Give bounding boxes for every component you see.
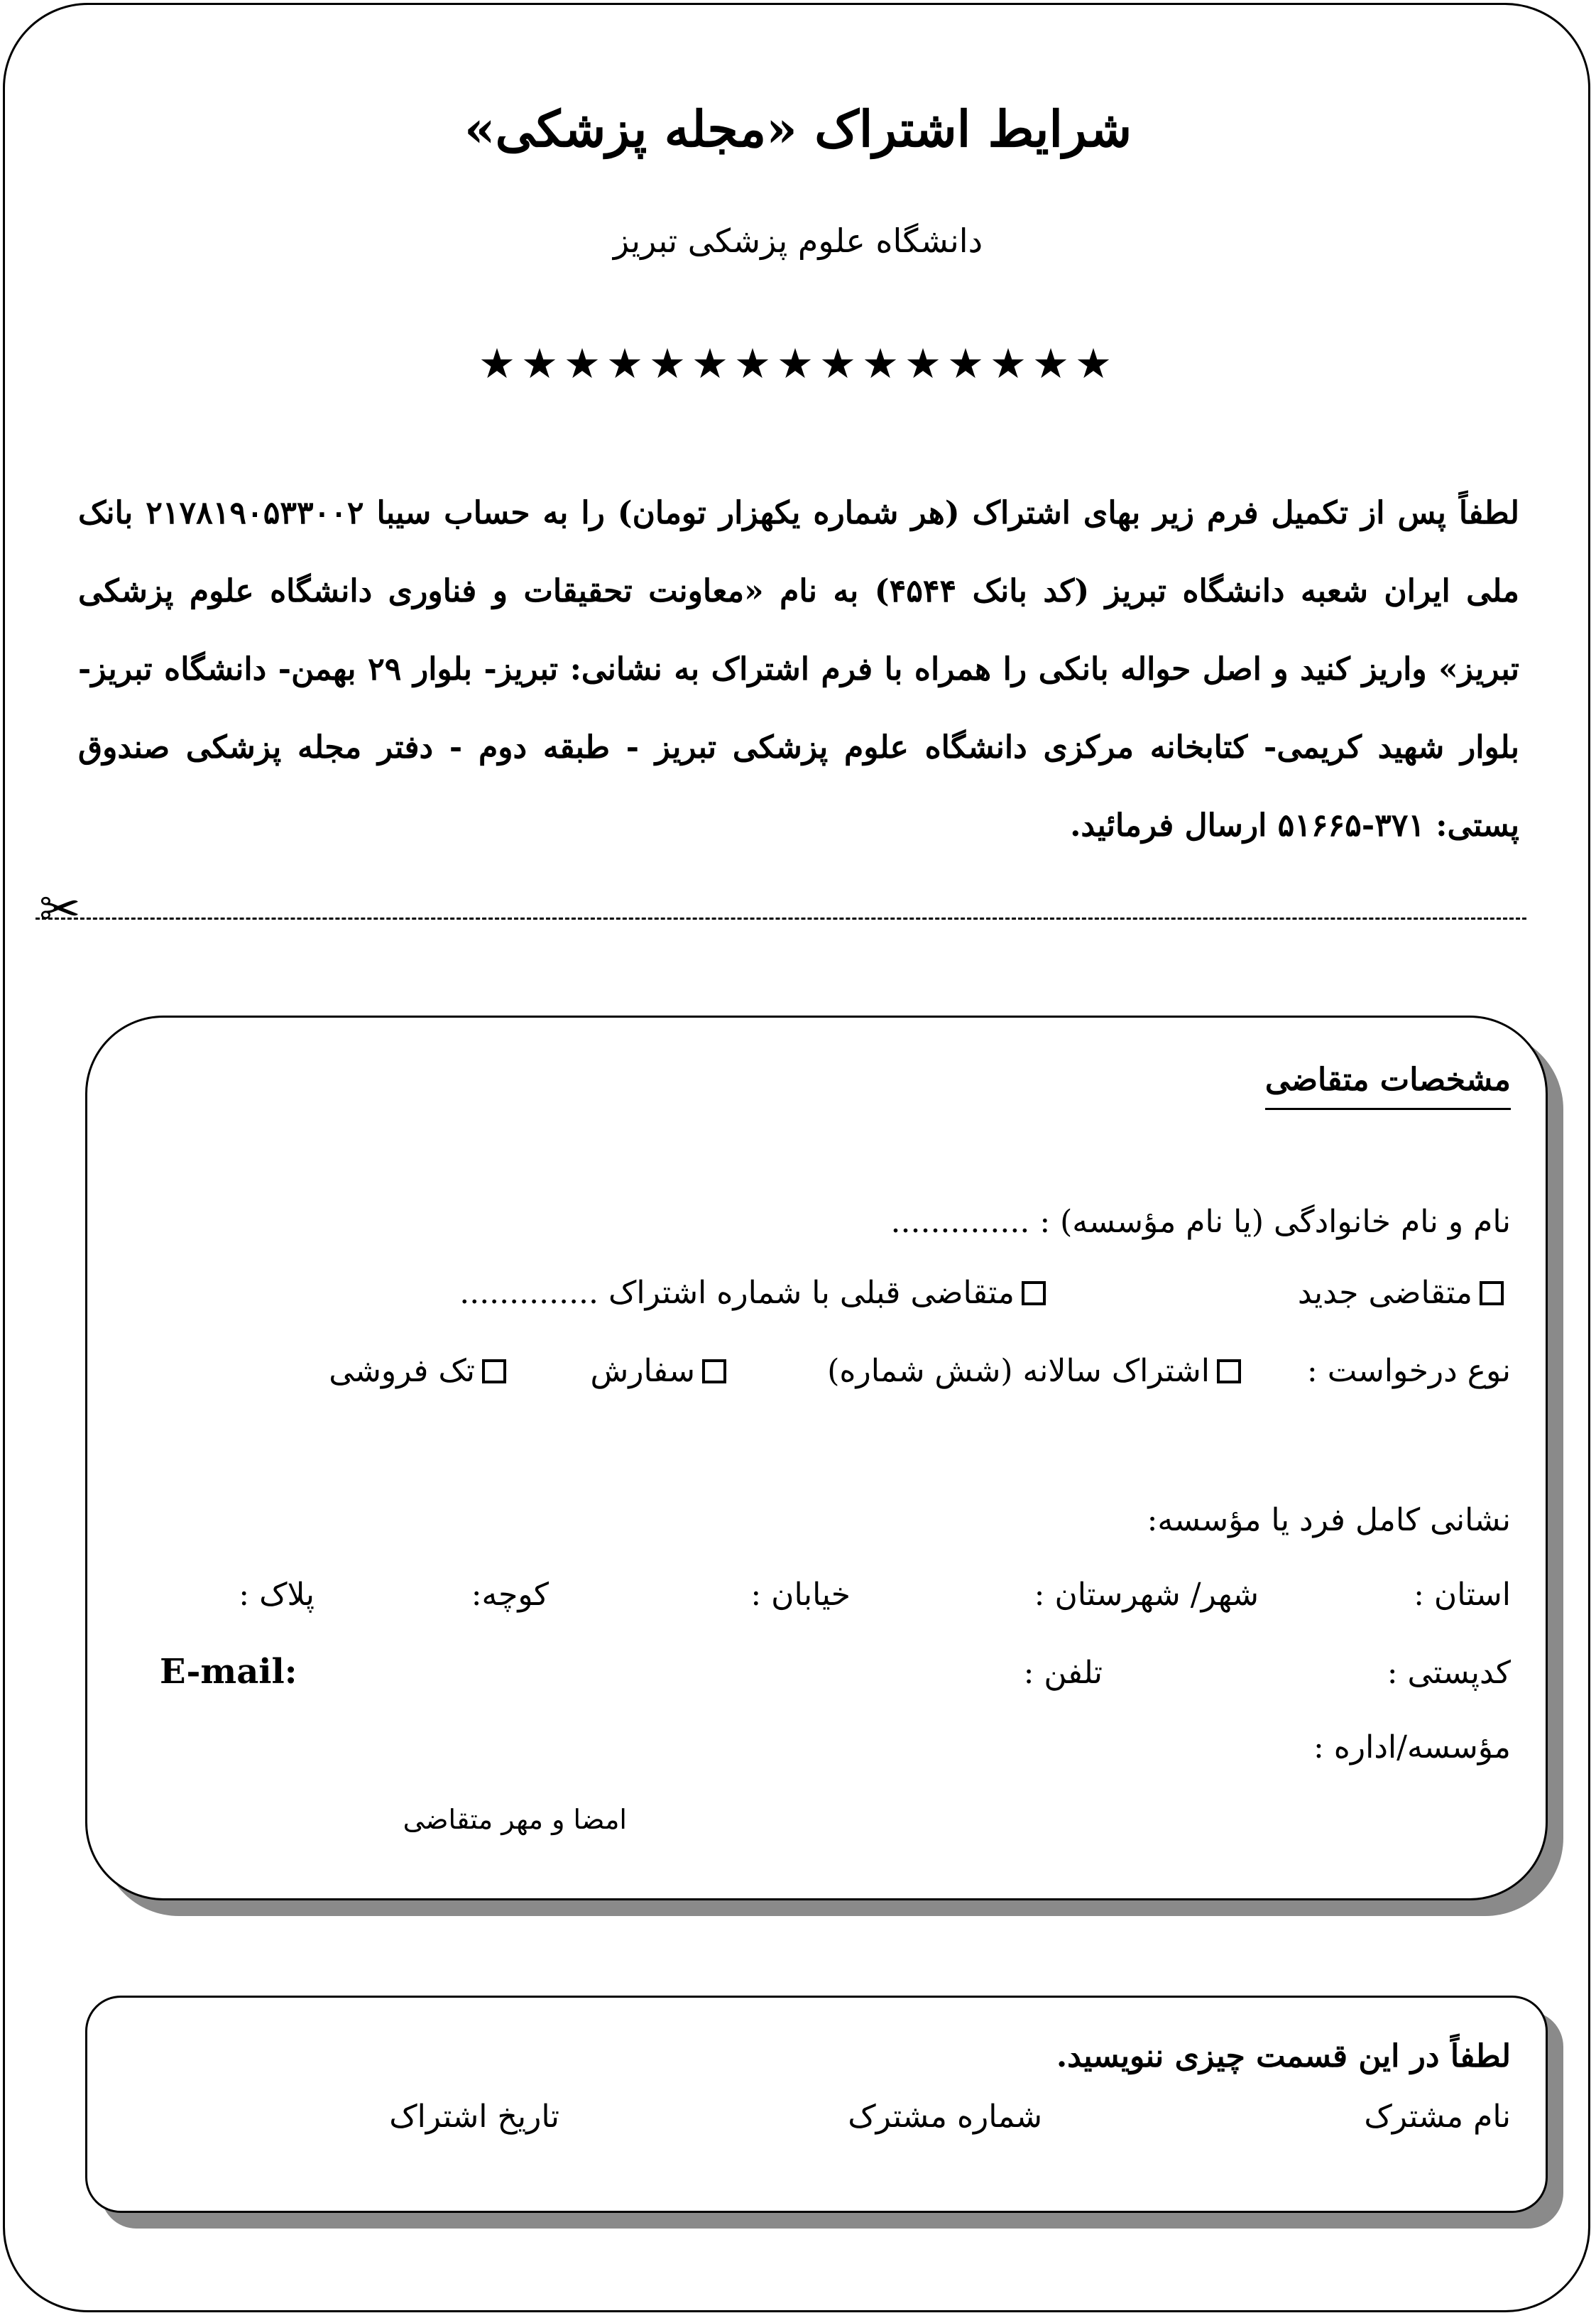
subscriber-name-label: نام مشترک <box>1364 2099 1511 2135</box>
office-heading: لطفاً در این قسمت چیزی ننویسید. <box>1056 2038 1511 2074</box>
annual-checkbox[interactable] <box>1217 1359 1241 1383</box>
postcode-field[interactable]: کدپستی : <box>1387 1655 1511 1691</box>
subscription-date-label: تاریخ اشتراک <box>389 2099 559 2135</box>
annual-option[interactable]: اشتراک سالانه (شش شماره) <box>827 1353 1248 1389</box>
form-heading: مشخصات متقاضی <box>1265 1062 1511 1098</box>
email-field[interactable]: E-mail: <box>160 1652 297 1692</box>
single-option[interactable]: تک فروشی <box>329 1353 513 1389</box>
new-applicant-option[interactable]: متقاضی جدید <box>1298 1275 1511 1311</box>
institution-field[interactable]: مؤسسه/اداره : <box>1313 1729 1511 1765</box>
office-use-box <box>85 1996 1548 2213</box>
order-checkbox[interactable] <box>702 1359 726 1383</box>
phone-field[interactable]: تلفن : <box>1023 1655 1103 1691</box>
name-field[interactable]: نام و نام خانوادگی (یا نام مؤسسه) : .............. <box>890 1204 1511 1240</box>
single-checkbox[interactable] <box>482 1359 506 1383</box>
street-field[interactable]: خیابان : <box>750 1577 851 1613</box>
new-applicant-checkbox[interactable] <box>1480 1281 1504 1305</box>
signature-label: امضا و مهر متقاضی <box>403 1804 627 1835</box>
province-field[interactable]: استان : <box>1414 1577 1511 1613</box>
previous-applicant-checkbox[interactable] <box>1022 1281 1046 1305</box>
city-field[interactable]: شهر/ شهرستان : <box>1034 1577 1259 1613</box>
subscriber-number-label: شماره مشترک <box>848 2099 1042 2135</box>
cut-line <box>35 918 1526 920</box>
instructions-paragraph: لطفاً پس از تکمیل فرم زیر بهای اشتراک (هر شماره یکهزار تومان) را به حساب سیبا ۲۱۷۸۱۹۰۵۳۳۰۰۲ بانک ملی ایران شعبه دانشگاه تبریز (کد بانک ۴۵۴۴) به نام «معاونت تحقیقات و فناوری دانشگاه علوم پزشکی تبریز» واریز کنید و اصل حواله بانکی را همراه با فرم اشتراک به نشانی: تبریز- بلوار ۲۹ بهمن- دانشگاه تبریز- بلوار شهید کریمی- کتابخانه مرکزی دانشگاه علوم پزشکی تبریز - طبقه دوم - دفتر مجله پزشکی صندوق پستی: ۳۷۱-۵۱۶۶۵ ارسال فرمائید. <box>78 495 1519 844</box>
alley-field[interactable]: کوچه: <box>471 1577 549 1613</box>
previous-applicant-option[interactable]: متقاضی قبلی با شماره اشتراک .............. <box>459 1275 1053 1311</box>
plate-field[interactable]: پلاک : <box>239 1577 315 1613</box>
address-label: نشانی کامل فرد یا مؤسسه: <box>1147 1502 1511 1538</box>
order-option[interactable]: سفارش <box>591 1353 734 1389</box>
page-title: شرایط اشتراک «مجله پزشکی» <box>464 99 1132 158</box>
applicant-form <box>85 1016 1548 1900</box>
page-subtitle: دانشگاه علوم پزشکی تبریز <box>613 222 983 260</box>
star-divider: ★★★★★★★★★★★★★★★ <box>479 339 1117 388</box>
request-type-label: نوع درخواست : <box>1306 1353 1511 1389</box>
scissors-icon: ✂ <box>39 880 81 938</box>
